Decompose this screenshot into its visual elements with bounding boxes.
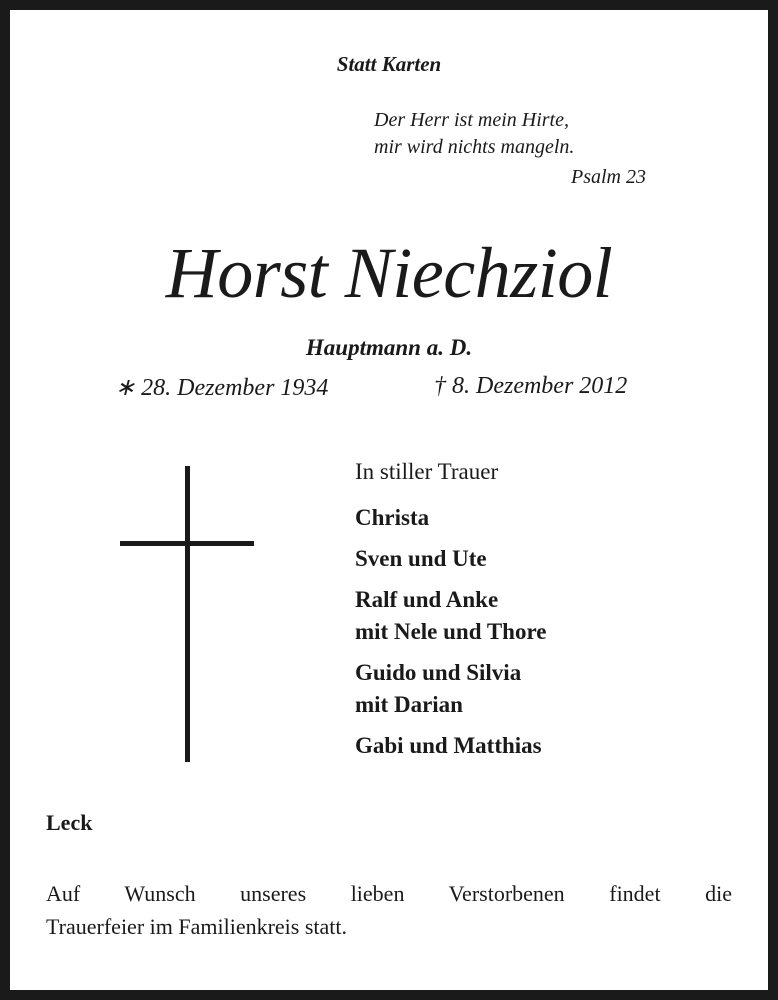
- cross-horizontal-bar: [120, 541, 254, 546]
- family-group: [355, 584, 546, 648]
- verse-source: Psalm 23: [571, 166, 646, 188]
- verse-line: Der Herr ist mein Hirte,: [374, 109, 569, 131]
- family-member: Sven und Ute: [355, 546, 487, 571]
- family-member: Guido und Silvia: [355, 660, 522, 685]
- death-date: † 8. Dezember 2012: [434, 373, 628, 399]
- family-member: mit Darian: [355, 692, 463, 717]
- notice-line: Trauerfeier im Familienkreis statt.: [46, 914, 348, 939]
- family-group: [355, 730, 546, 762]
- psalm-verse: [374, 107, 574, 161]
- birth-date: ∗ 28. Dezember 1934: [115, 375, 329, 401]
- place: Leck: [46, 810, 93, 835]
- family-member: mit Nele und Thore: [355, 619, 547, 644]
- family-group: [355, 657, 546, 721]
- family-member: Christa: [355, 505, 430, 530]
- mourning-intro: In stiller Trauer: [355, 459, 499, 484]
- family-list: [355, 502, 546, 771]
- family-group: [355, 502, 546, 534]
- heading: Statt Karten: [336, 52, 442, 76]
- family-member: Ralf und Anke: [355, 587, 499, 612]
- funeral-notice: [46, 877, 732, 943]
- notice-line: Auf Wunsch unseres lieben Verstorbenen findet die: [46, 881, 732, 906]
- verse-line: mir wird nichts mangeln.: [374, 136, 575, 158]
- family-member: Gabi und Matthias: [355, 733, 542, 758]
- family-group: [355, 543, 546, 575]
- deceased-title: Hauptmann a. D.: [305, 335, 473, 360]
- cross-vertical-bar: [185, 466, 190, 762]
- obituary-notice: [10, 10, 768, 990]
- deceased-name: Horst Niechziol: [165, 233, 613, 313]
